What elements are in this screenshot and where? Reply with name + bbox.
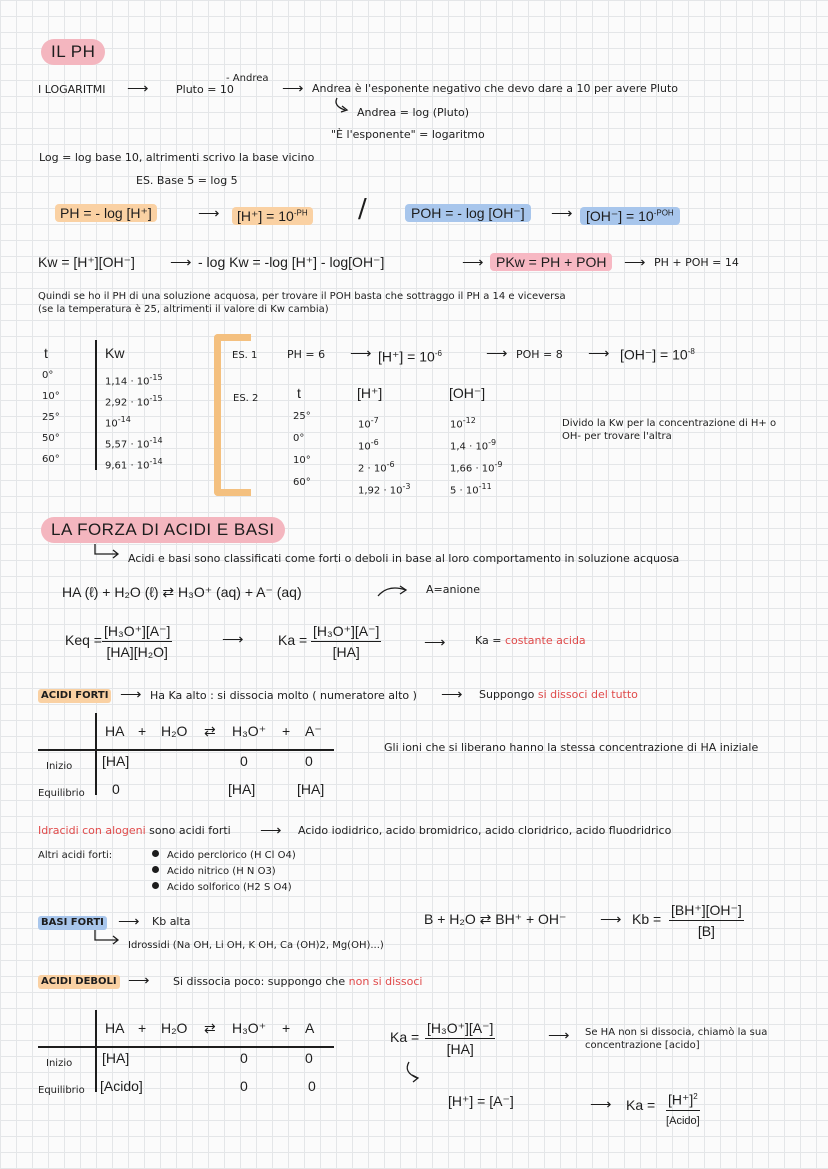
ice-header-cell: A — [305, 1020, 315, 1036]
acidi-deboli-text: Si dissocia poco: suppongo che non si dissoci — [173, 975, 423, 988]
ice-header-cell: + — [282, 1020, 291, 1036]
table-header-t: t — [44, 345, 48, 361]
esponente-logaritmo: "È l'esponente" = logaritmo — [331, 128, 485, 141]
acidi-forti-label: ACIDI FORTI — [38, 689, 111, 703]
table-header-kw: Kw — [105, 345, 125, 361]
arrow-icon: ⟶ — [486, 345, 508, 362]
altri-acido-1: Acido perclorico (H Cl O4) — [152, 849, 296, 862]
curved-arrow-icon — [333, 96, 353, 116]
andrea-log: Andrea = log (Pluto) — [357, 106, 470, 119]
ka-costante: Ka = costante acida — [475, 634, 586, 647]
hook-arrow-icon — [93, 544, 123, 562]
ice-header-cell: A⁻ — [305, 723, 322, 739]
section-title-forza: LA FORZA DI ACIDI E BASI — [41, 517, 285, 543]
pluto-equation: Pluto = 10 — [176, 83, 234, 96]
oh-concentration: $[OH^-] = 10^{-POH}$ — [580, 207, 680, 225]
kw-table-value: $1,14 \cdot 10^{-15}$ — [105, 373, 163, 388]
quindi-note-1: Quindi se ho il PH di una soluzione acquosa, per trovare il POH basta che sottraggo il PH a 14 e viceversa — [38, 291, 566, 302]
kw-table-value: $5,57 \cdot 10^{-14}$ — [105, 436, 163, 451]
divido-note-2: OH- per trovare l'altra — [562, 431, 672, 442]
arrow-icon: ⟶ — [424, 634, 446, 651]
log-base-note: Log = log base 10, altrimenti scrivo la base vicino — [39, 151, 315, 164]
example-2-label: ES. 2 — [233, 393, 259, 404]
idracidi-list: Acido iodidrico, acido bromidrico, acido cloridrico, acido fluodridrico — [298, 824, 672, 837]
arrow-icon: ⟶ — [282, 80, 304, 97]
ice-inizio-cell: 0 — [305, 753, 313, 769]
kw-table-temp: 0° — [42, 370, 54, 381]
arrow-icon: ⟶ — [441, 686, 463, 703]
es2-h-value: $10^{-6}$ — [358, 438, 379, 453]
anione-note: A=anione — [426, 583, 480, 596]
es2-h-value: $2 \cdot 10^{-6}$ — [358, 460, 395, 475]
es2-temp: 10° — [293, 455, 311, 466]
pkw-equation: PKw = PH + POH — [490, 253, 612, 271]
section-title-ph: IL PH — [41, 39, 105, 65]
ice-row-label-inizio: Inizio — [46, 1058, 73, 1069]
arrow-icon: ⟶ — [128, 972, 150, 989]
ice-header-cell: H₃O⁺ — [232, 723, 267, 739]
kw-table-value: $10^{-14}$ — [105, 415, 131, 430]
base-reaction: B + H₂O ⇄ BH⁺ + OH⁻ — [424, 911, 567, 927]
quindi-note-2: (se la temperatura è 25, altrimenti il valore di Kw cambia) — [38, 304, 329, 315]
ka-label: Ka = — [278, 632, 308, 648]
es1-ph: PH = 6 — [287, 348, 326, 361]
divido-note-1: Divido la Kw per la concentrazione di H+ o — [562, 418, 777, 429]
ph-definition: PH = - log [H⁺] — [55, 204, 157, 222]
es1-poh: POH = 8 — [516, 348, 563, 361]
arrow-icon: ⟶ — [170, 254, 192, 271]
arrow-icon: ⟶ — [127, 80, 149, 97]
es2-oh-value: $1,4 \cdot 10^{-9}$ — [450, 438, 497, 453]
ka2-label: Ka = — [390, 1029, 420, 1045]
ice-equilibrio-cell: [HA] — [228, 781, 256, 797]
arrow-icon: ⟶ — [120, 686, 142, 703]
es2-oh-value: $5 \cdot 10^{-11}$ — [450, 482, 492, 497]
ice-inizio-cell: 0 — [240, 1050, 248, 1066]
ice-header-cell: H₃O⁺ — [232, 1020, 267, 1036]
es2-temp: 60° — [293, 477, 311, 488]
idrossidi-list: Idrossidi (Na OH, Li OH, K OH, Ca (OH)2, Mg(OH)...) — [128, 940, 384, 951]
arrow-icon: ⟶ — [350, 345, 372, 362]
arrow-icon: ⟶ — [548, 1027, 570, 1044]
altri-acido-3: Acido solforico (H2 S O4) — [152, 881, 292, 894]
arrow-icon: ⟶ — [260, 822, 282, 839]
es2-temp: 0° — [293, 433, 305, 444]
kb-alta: Kb alta — [152, 915, 191, 928]
h-concentration: $[H^+] = 10^{-PH}$ — [232, 207, 313, 225]
curved-arrow-icon — [378, 584, 410, 598]
es2-header-oh: [OH⁻] — [449, 385, 486, 401]
ice-header-cell: ⇄ — [204, 1020, 216, 1036]
hook-arrow-icon — [93, 930, 123, 948]
separator-slash: / — [358, 194, 367, 224]
arrow-icon: ⟶ — [588, 345, 610, 362]
ice-equilibrio-cell: 0 — [308, 1078, 316, 1094]
es2-oh-value: $10^{-12}$ — [450, 416, 476, 431]
ph-poh-sum: PH + POH = 14 — [654, 256, 739, 269]
ice-equilibrio-cell: [HA] — [297, 781, 325, 797]
arrow-icon: ⟶ — [551, 205, 573, 222]
acidi-forti-text: Ha Ka alto : si dissocia molto ( numeratore alto ) — [150, 689, 417, 702]
ice-header-cell: HA — [105, 723, 125, 739]
kw-log-equation: - log Kw = -log [H⁺] - log[OH⁻] — [198, 254, 385, 270]
es2-header-h: [H⁺] — [357, 385, 383, 401]
idracidi-line: Idracidi con alogeni sono acidi forti — [38, 824, 231, 837]
ice-row-label-inizio: Inizio — [46, 761, 73, 772]
arrow-icon: ⟶ — [462, 254, 484, 271]
ice-header-cell: H₂O — [161, 1020, 188, 1036]
ka3-fraction: $[H^+]^2$ [Acido] — [666, 1089, 700, 1129]
keq-fraction: $\frac{\text{[H₃O⁺][A⁻]}}{\text{[HA][H₂O]}}$ — [104, 623, 171, 660]
example-base-5: ES. Base 5 = log 5 — [136, 174, 238, 187]
ice-equilibrio-cell: [Acido] — [100, 1078, 143, 1094]
poh-definition: POH = - log [OH⁻] — [405, 204, 531, 222]
ice-header-cell: + — [138, 1020, 147, 1036]
es2-oh-value: $1,66 \cdot 10^{-9}$ — [450, 460, 503, 475]
curved-arrow-icon — [405, 1062, 425, 1084]
ice-inizio-cell: [HA] — [102, 753, 130, 769]
arrow-icon: ⟶ — [590, 1096, 612, 1113]
h-exponent: -PH — [293, 208, 308, 217]
arrow-icon: ⟶ — [222, 631, 244, 648]
kw-table-temp: 60° — [42, 454, 60, 465]
ice-header-cell: + — [282, 723, 291, 739]
andrea-exponent: - Andrea — [226, 73, 269, 84]
kw-table-temp: 25° — [42, 412, 60, 423]
ice-equilibrio-cell: 0 — [112, 781, 120, 797]
keq-label: Keq = — [65, 632, 102, 648]
es1-oh: $[OH^-] = 10^{-8}$ — [620, 346, 695, 363]
arrow-icon: ⟶ — [624, 254, 646, 271]
basi-forti-label: BASI FORTI — [38, 916, 107, 930]
kb-label: Kb = — [632, 911, 662, 927]
ka2-fraction: $\frac{\text{[H₃O⁺][A⁻]}}{[HA]}$ — [427, 1020, 494, 1057]
forza-intro: Acidi e basi sono classificati come forti o deboli in base al loro comportamento in soluzione acquosa — [128, 552, 680, 565]
kw-definition: Kw = [H⁺][OH⁻] — [38, 254, 135, 270]
gli-ioni-note: Gli ioni che si liberano hanno la stessa concentrazione di HA iniziale — [384, 741, 759, 754]
ice-equilibrio-cell: 0 — [240, 1078, 248, 1094]
ka-fraction: $\frac{\text{[H₃O⁺][A⁻]}}{[HA]}$ — [313, 623, 380, 660]
ice-row-label-equilibrio: Equilibrio — [38, 1085, 85, 1096]
es2-h-value: $10^{-7}$ — [358, 416, 379, 431]
oh-exponent: -POH — [653, 208, 674, 217]
altri-acido-2: Acido nitrico (H N O3) — [152, 865, 276, 878]
acidi-deboli-label: ACIDI DEBOLI — [38, 975, 120, 989]
andrea-definition: Andrea è l'esponente negativo che devo dare a 10 per avere Pluto — [312, 82, 678, 95]
arrow-icon: ⟶ — [198, 205, 220, 222]
ice-row-label-equilibrio: Equilibrio — [38, 788, 85, 799]
es1-h: $[H^+] = 10^{-6}$ — [378, 348, 442, 365]
arrow-icon: ⟶ — [600, 911, 622, 928]
logaritmi-label: I LOGARITMI — [38, 83, 106, 96]
es2-header-t: t — [297, 385, 301, 401]
altri-acidi-label: Altri acidi forti: — [38, 850, 113, 861]
kb-fraction: $\frac{[BH^+][OH^-]}{[B]}$ — [671, 902, 742, 939]
ice-header-cell: ⇄ — [204, 723, 216, 739]
arrow-icon: ⟶ — [118, 913, 140, 930]
ice-header-cell: HA — [105, 1020, 125, 1036]
h-equals-a: [H⁺] = [A⁻] — [448, 1093, 514, 1109]
se-ha-note-2: concentrazione [acido] — [585, 1040, 700, 1051]
ice-header-cell: + — [138, 723, 147, 739]
es2-temp: 25° — [293, 411, 311, 422]
kw-table-temp: 10° — [42, 391, 60, 402]
es2-h-value: $1,92 \cdot 10^{-3}$ — [358, 482, 411, 497]
kw-table-value: $9,61 \cdot 10^{-14}$ — [105, 457, 163, 472]
ice-inizio-cell: 0 — [305, 1050, 313, 1066]
dissociation-reaction: HA (ℓ) + H₂O (ℓ) ⇄ H₃O⁺ (aq) + A⁻ (aq) — [62, 584, 302, 600]
example-1-label: ES. 1 — [232, 350, 258, 361]
kw-table-value: $2,92 \cdot 10^{-15}$ — [105, 394, 163, 409]
se-ha-note-1: Se HA non si dissocia, chiamò la sua — [585, 1027, 768, 1038]
ka3-label: Ka = — [626, 1097, 656, 1113]
ice-header-cell: H₂O — [161, 723, 188, 739]
kw-table-temp: 50° — [42, 433, 60, 444]
ice-inizio-cell: [HA] — [102, 1050, 130, 1066]
acidi-forti-suppongo: Suppongo si dissoci del tutto — [479, 688, 638, 701]
ice-inizio-cell: 0 — [240, 753, 248, 769]
